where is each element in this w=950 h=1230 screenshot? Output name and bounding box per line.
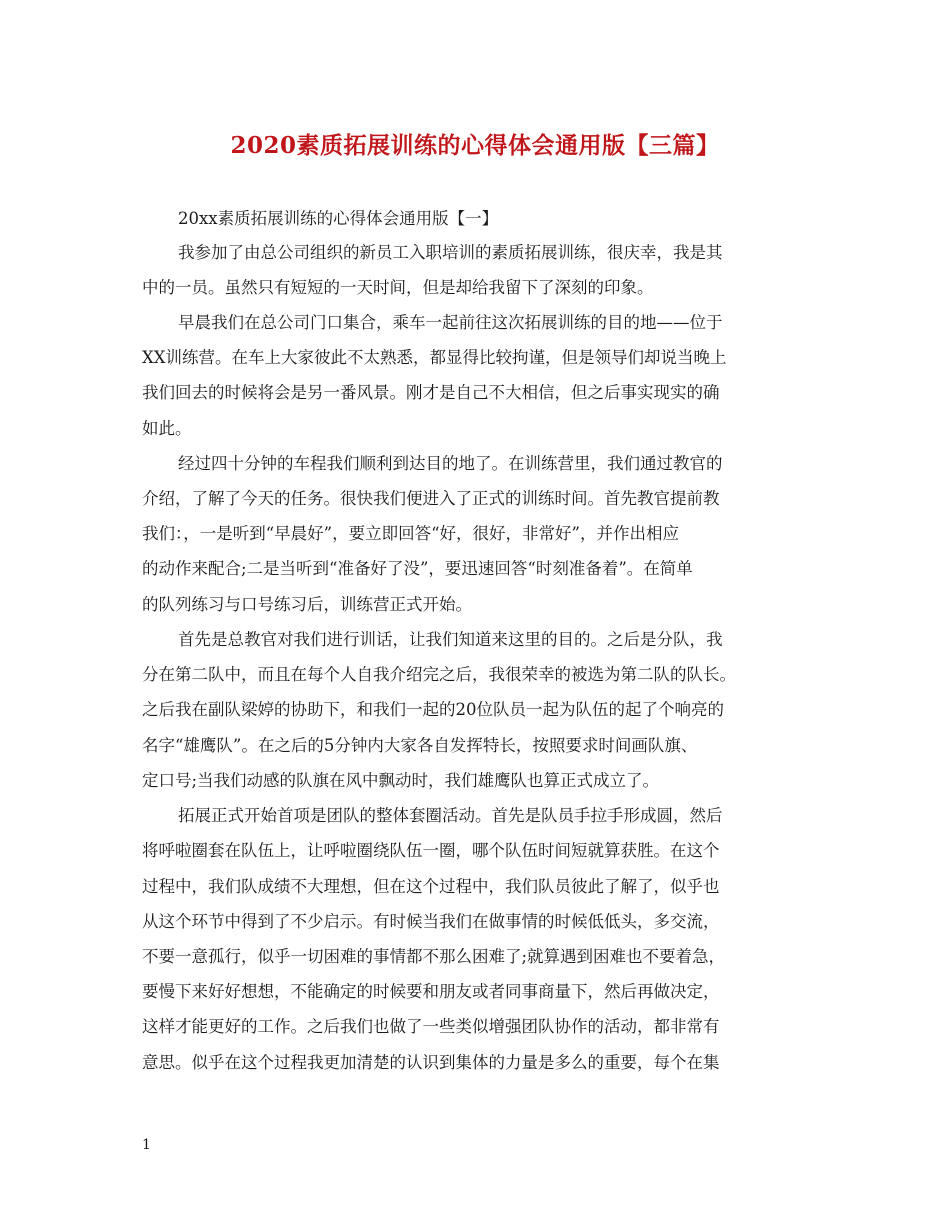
paragraph-line: 分在第二队中，而且在每个人自我介绍完之后，我很荣幸的被选为第二队的队长。 (142, 665, 736, 684)
document-title: 2020素质拓展训练的心得体会通用版【三篇】 (230, 132, 720, 159)
paragraph-line: 意思。似乎在这个过程我更加清楚的认识到集体的力量是多么的重要，每个在集 (142, 1053, 720, 1072)
paragraph-line: 我们：，一是听到“早晨好”，要立即回答“好，很好，非常好”，并作出相应 (142, 524, 679, 543)
paragraph-line: 要慢下来好好想想，不能确定的时候要和朋友或者同事商量下，然后再做决定， (142, 982, 720, 1001)
page-number: 1 (142, 1137, 151, 1153)
paragraph-line: 我们回去的时候将会是另一番风景。刚才是自己不大相信，但之后事实现实的确 (142, 383, 720, 402)
paragraph-line: XX训练营。在车上大家彼此不太熟悉，都显得比较拘谨，但是领导们却说当晚上 (142, 348, 727, 367)
paragraph-line: 拓展正式开始首项是团队的整体套圈活动。首先是队员手拉手形成圆，然后 (178, 806, 723, 825)
paragraph-line: 之后我在副队梁婷的协助下，和我们一起的20位队员一起为队伍的起了个响亮的 (142, 700, 724, 719)
paragraph-line: 过程中，我们队成绩不大理想，但在这个过程中，我们队员彼此了解了，似乎也 (142, 877, 720, 896)
paragraph-line: 我参加了由总公司组织的新员工入职培训的素质拓展训练，很庆幸，我是其 (178, 243, 723, 262)
paragraph-line: 经过四十分钟的车程我们顺利到达目的地了。在训练营里，我们通过教官的 (178, 454, 723, 473)
paragraph-line: 定口号;当我们动感的队旗在风中飘动时，我们雄鹰队也算正式成立了。 (142, 771, 660, 790)
paragraph-line: 中的一员。虽然只有短短的一天时间，但是却给我留下了深刻的印象。 (142, 278, 654, 297)
paragraph-line: 名字“雄鹰队”。在之后的5分钟内大家各自发挥特长，按照要求时间画队旗、 (142, 736, 698, 755)
paragraph-line: 从这个环节中得到了不少启示。有时候当我们在做事情的时候低低头，多交流， (142, 912, 720, 931)
paragraph-line: 首先是总教官对我们进行训话，让我们知道来这里的目的。之后是分队，我 (178, 630, 723, 649)
paragraph-line: 如此。 (142, 419, 192, 438)
paragraph-line: 将呼啦圈套在队伍上，让呼啦圈绕队伍一圈，哪个队伍时间短就算获胜。在这个 (142, 841, 720, 860)
paragraph-line: 不要一意孤行，似乎一切困难的事情都不那么困难了;就算遇到困难也不要着急， (142, 947, 726, 966)
paragraph-line: 的队列练习与口号练习后，训练营正式开始。 (142, 595, 472, 614)
paragraph-line: 的动作来配合;二是当听到“准备好了没”，要迅速回答“时刻准备着”。在简单 (142, 559, 693, 578)
paragraph-line: 介绍，了解了今天的任务。很快我们便进入了正式的训练时间。首先教官提前教 (142, 489, 720, 508)
paragraph-line: 这样才能更好的工作。之后我们也做了一些类似增强团队协作的活动，都非常有 (142, 1017, 720, 1036)
paragraph-line: 早晨我们在总公司门口集合，乘车一起前往这次拓展训练的目的地——位于 (178, 313, 723, 332)
section-heading: 20xx素质拓展训练的心得体会通用版【一】 (178, 209, 499, 228)
